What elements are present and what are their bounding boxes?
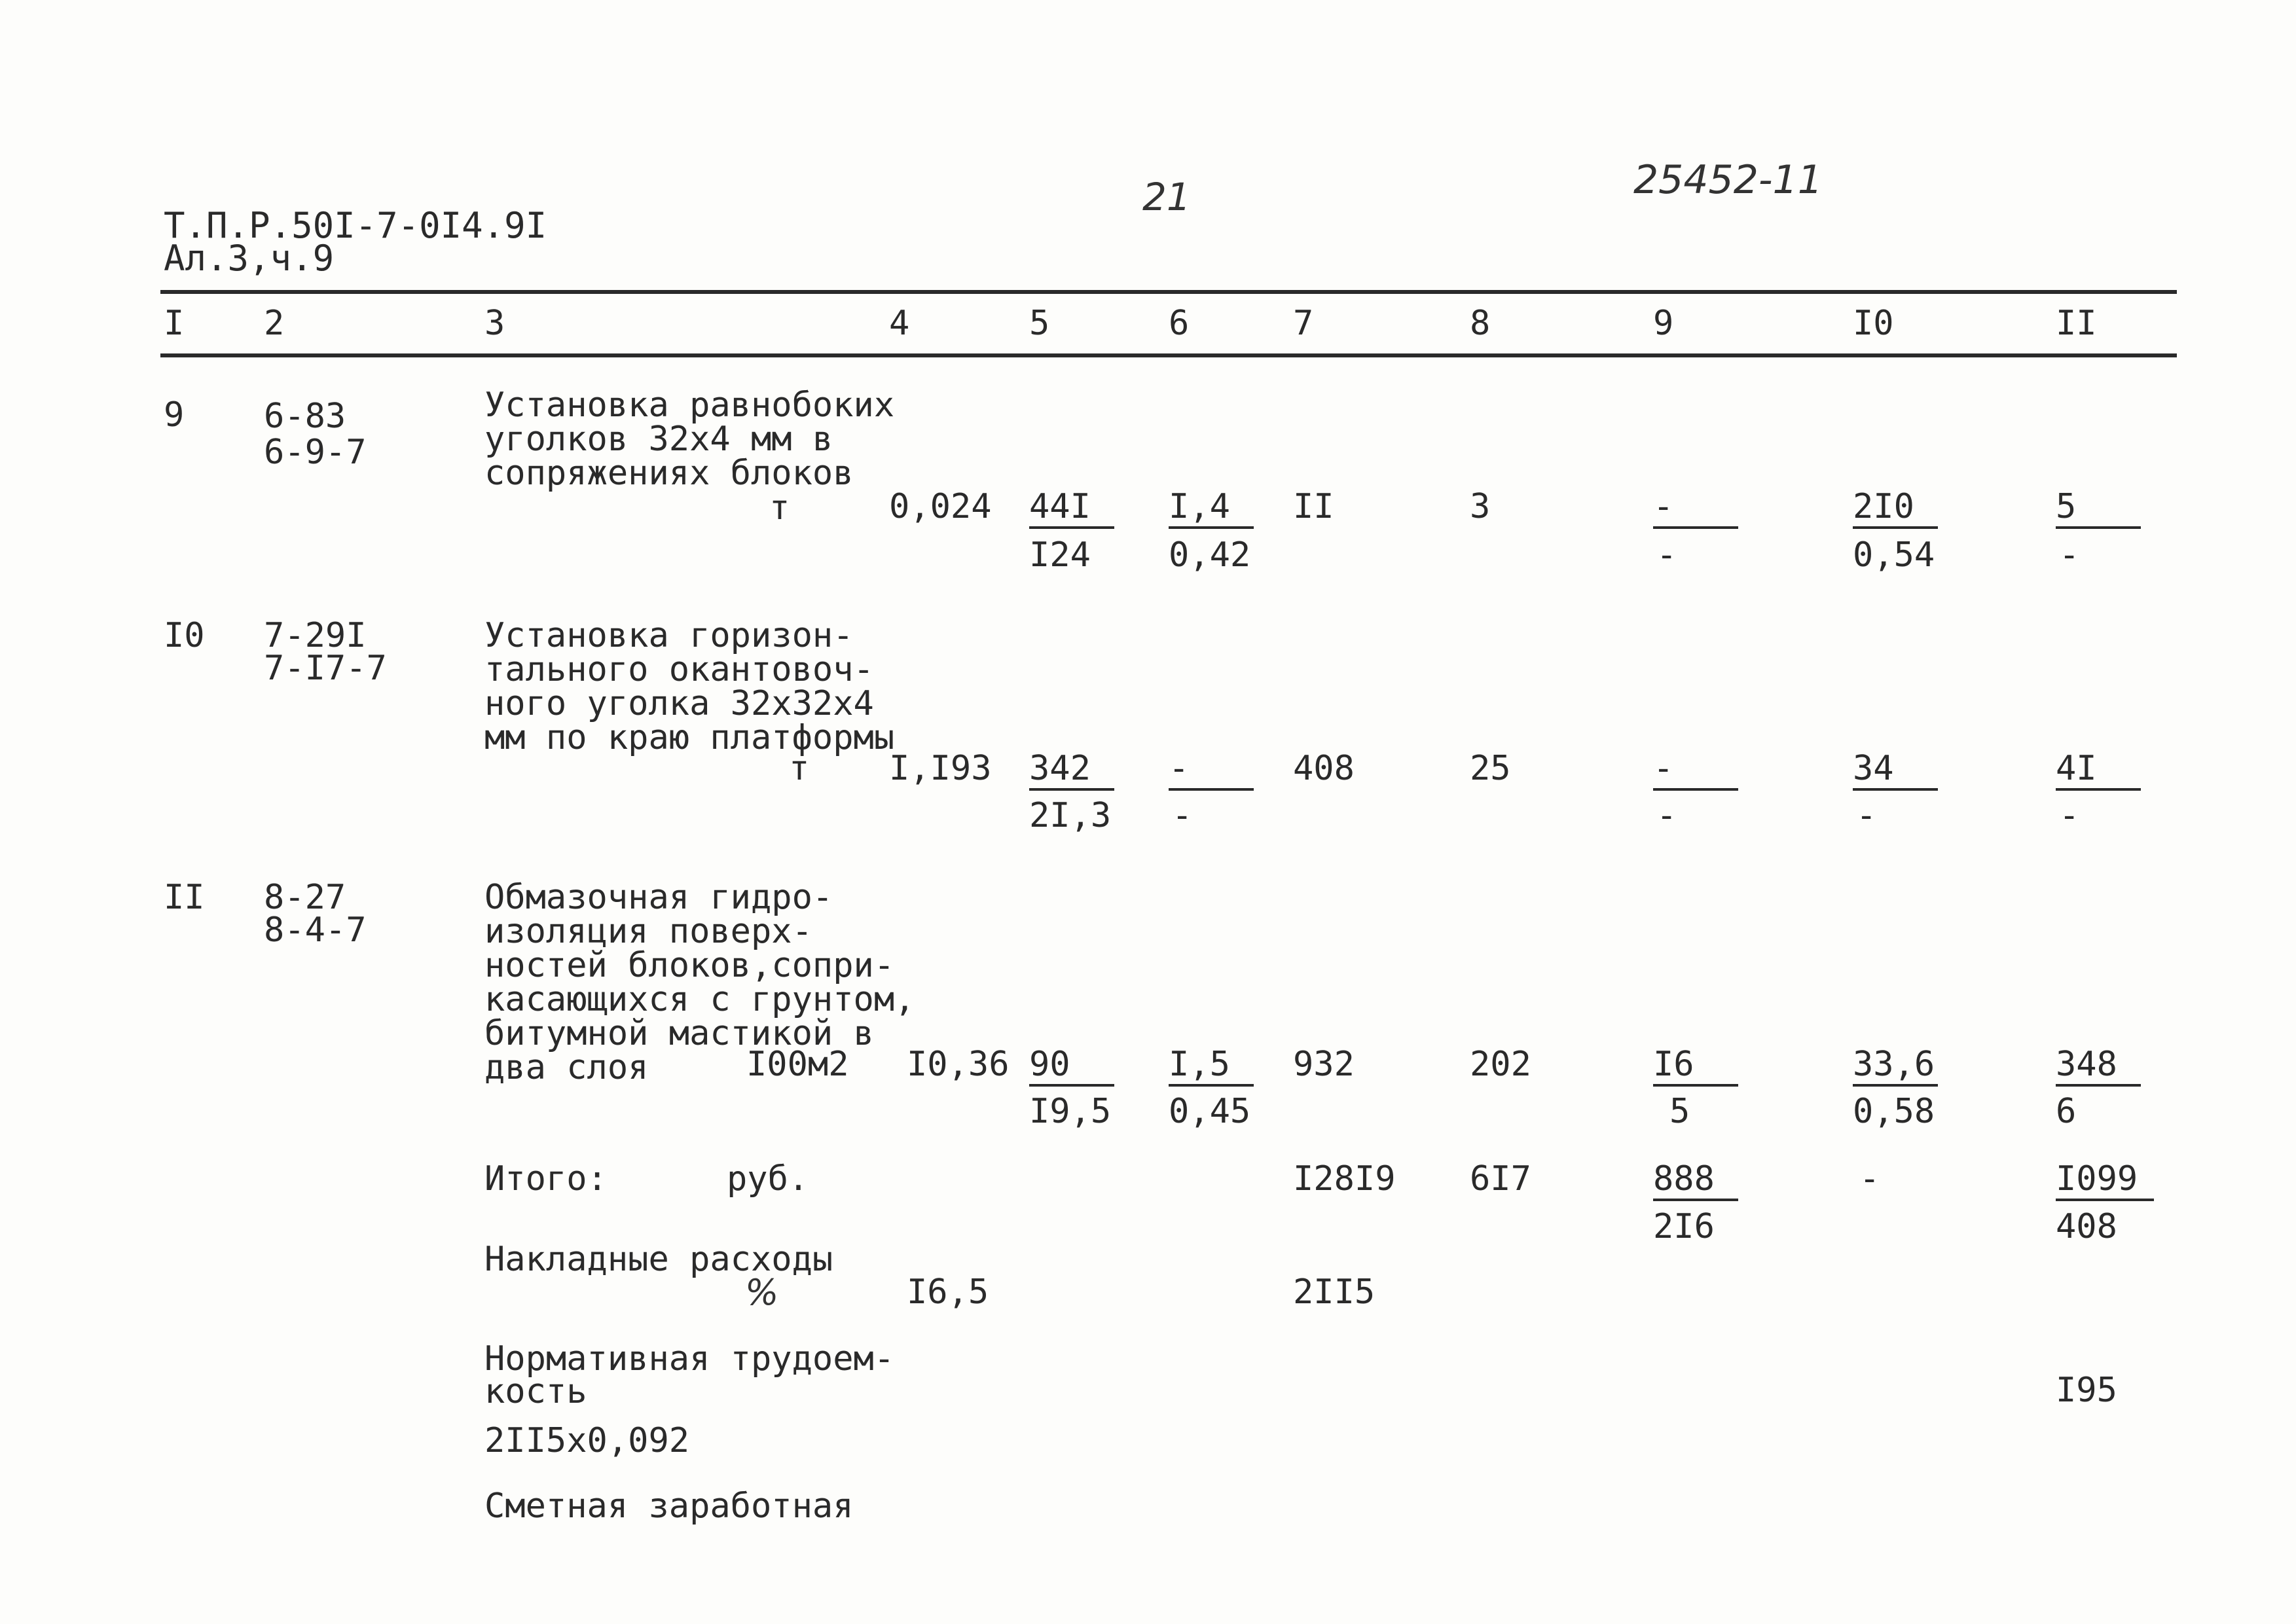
col-header-3: 3: [484, 304, 505, 343]
totals-col9-top: 888: [1653, 1162, 1738, 1201]
row-col6-top: -: [1169, 751, 1254, 791]
col-header-2: 2: [264, 304, 285, 343]
row-col11-bottom: -: [2059, 796, 2080, 835]
totals-col9-bottom: 2I6: [1653, 1207, 1715, 1246]
row-number: II: [164, 878, 205, 917]
row-col11-bottom: 6: [2056, 1092, 2077, 1131]
row-unit: т: [769, 488, 790, 528]
col-header-8: 8: [1470, 304, 1491, 343]
totals-col11-bottom: 408: [2056, 1207, 2117, 1246]
row-col6-top: I,4: [1169, 490, 1254, 529]
header-bottom-rule: [160, 353, 2177, 357]
row-col7: 408: [1293, 749, 1355, 788]
col-header-9: 9: [1653, 304, 1674, 343]
row-col8: 202: [1470, 1045, 1531, 1084]
row-col6-bottom: -: [1172, 796, 1193, 835]
row-col5-bottom: I24: [1029, 535, 1091, 575]
row-quantity: I0,36: [907, 1045, 1010, 1084]
row-code: 6-9-7: [264, 433, 367, 472]
row-col7: 932: [1293, 1045, 1355, 1084]
row-description-line: ного уголка 32х32х4: [484, 684, 874, 723]
row-col10-top: 34: [1853, 751, 1938, 791]
row-col9-bottom: 5: [1669, 1092, 1690, 1131]
row-code: 8-4-7: [264, 911, 367, 950]
overhead-col4: I6,5: [907, 1272, 989, 1312]
row-col10-top: 33,6: [1853, 1047, 1938, 1087]
row-code: 6-83: [264, 397, 346, 436]
row-description-line: Обмазочная гидро-: [484, 878, 833, 917]
row-description-line: уголков 32х4 мм в: [484, 420, 833, 459]
totals-col7: I28I9: [1293, 1159, 1396, 1199]
totals-col10: -: [1859, 1159, 1880, 1199]
row-col9-top: I6: [1653, 1047, 1738, 1087]
row-description-line: ностей блоков,сопри-: [484, 946, 895, 985]
row-col5-top: 44I: [1029, 490, 1114, 529]
row-col8: 25: [1470, 749, 1511, 788]
col-header-11: II: [2056, 304, 2097, 343]
col-header-5: 5: [1029, 304, 1050, 343]
doc-part: Ал.3,ч.9: [164, 238, 335, 279]
row-description-line: тального окантовоч-: [484, 650, 874, 689]
wage-label: Сметная заработная: [484, 1487, 854, 1526]
row-description-line: изоляция поверх-: [484, 912, 812, 951]
row-unit: т: [789, 749, 810, 788]
row-col10-bottom: 0,54: [1853, 535, 1935, 575]
row-description-line: сопряжениях блоков: [484, 454, 854, 493]
row-col11-top: 348: [2056, 1047, 2141, 1087]
row-col10-bottom: 0,58: [1853, 1092, 1935, 1131]
row-col5-bottom: I9,5: [1029, 1092, 1112, 1131]
page-number: 21: [1142, 175, 1191, 219]
row-quantity: 0,024: [889, 487, 992, 526]
row-col9-bottom: -: [1656, 535, 1677, 575]
doc-code: Т.П.Р.50I-7-0I4.9I: [164, 205, 547, 246]
row-description-line: Установка равнобоких: [484, 386, 895, 425]
row-number: 9: [164, 395, 185, 435]
row-col10-top: 2I0: [1853, 490, 1938, 529]
col-header-6: 6: [1169, 304, 1190, 343]
row-col6-top: I,5: [1169, 1047, 1254, 1087]
row-number: I0: [164, 616, 205, 655]
row-quantity: I,I93: [889, 749, 992, 788]
row-col11-bottom: -: [2059, 535, 2080, 575]
row-col9-top: -: [1653, 751, 1738, 791]
row-col5-top: 90: [1029, 1047, 1114, 1087]
row-col5-bottom: 2I,3: [1029, 796, 1112, 835]
overhead-col7: 2II5: [1293, 1272, 1376, 1312]
row-code: 8-27: [264, 878, 346, 917]
overhead-label: Накладные расходы: [484, 1240, 833, 1279]
row-col11-top: 4I: [2056, 751, 2141, 791]
row-description-line: касающихся с грунтом,: [484, 980, 915, 1019]
row-col9-bottom: -: [1656, 796, 1677, 835]
col-header-4: 4: [889, 304, 910, 343]
row-description-line: Установка горизон-: [484, 616, 854, 655]
row-code: 7-I7-7: [264, 649, 387, 688]
col-header-7: 7: [1293, 304, 1314, 343]
row-col7: II: [1293, 487, 1334, 526]
row-col11-top: 5: [2056, 490, 2141, 529]
row-col6-bottom: 0,45: [1169, 1092, 1251, 1131]
row-description-line: мм по краю платформы: [484, 718, 895, 757]
row-description-line: два слоя: [484, 1048, 649, 1087]
row-col6-bottom: 0,42: [1169, 535, 1251, 575]
col-header-10: I0: [1853, 304, 1894, 343]
inventory-number: 25452-11: [1633, 157, 1823, 203]
top-rule: [160, 290, 2177, 294]
totals-unit: руб.: [727, 1159, 809, 1199]
row-col10-bottom: -: [1856, 796, 1877, 835]
labor-label-line: Нормативная трудоем-: [484, 1339, 895, 1379]
row-unit: I00м2: [746, 1045, 849, 1084]
row-description-line: битумной мастикой в: [484, 1014, 874, 1053]
labor-label-line: кость: [484, 1372, 587, 1411]
totals-label: Итого:: [484, 1159, 608, 1199]
row-code: 7-29I: [264, 616, 367, 655]
col-header-1: I: [164, 304, 185, 343]
row-col5-top: 342: [1029, 751, 1114, 791]
totals-col11-top: I099: [2056, 1162, 2154, 1201]
totals-col8: 6I7: [1470, 1159, 1531, 1199]
overhead-unit: %: [745, 1272, 779, 1313]
row-col8: 3: [1470, 487, 1491, 526]
labor-col11: I95: [2056, 1371, 2117, 1410]
row-col9-top: -: [1653, 490, 1738, 529]
labor-formula: 2II5х0,092: [484, 1421, 690, 1460]
